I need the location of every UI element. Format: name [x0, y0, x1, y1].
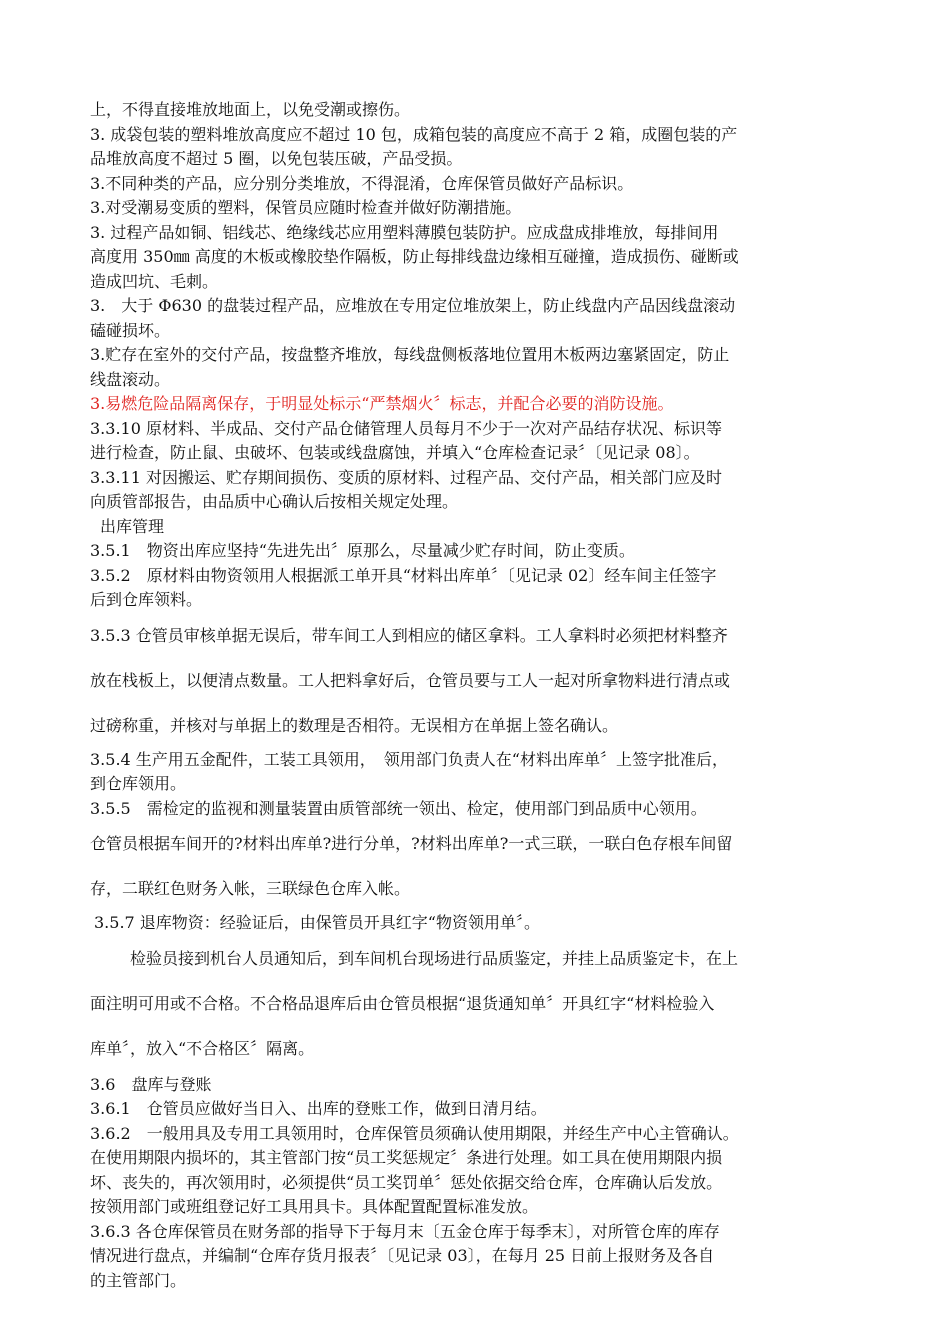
text-line: 3.5.3 仓管员审核单据无误后，带车间工人到相应的储区拿料。工人拿料时必须把材料整齐 [90, 625, 728, 645]
text-line: 的主管部门。 [90, 1270, 187, 1290]
text-line: 3.5.2 原材料由物资领用人根据派工单开具“材料出库单〞〔见记录 02〕经车间主任签字 [90, 565, 717, 585]
text-line: 3.对受潮易变质的塑料，保管员应随时检查并做好防潮措施。 [90, 198, 522, 217]
text-line: 3.3.10 原材料、半成品、交付产品仓储管理人员每月不少于一次对产品结存状况、标识等 [90, 418, 722, 438]
document-body [90, 98, 880, 1293]
highlighted-text-line: 3.易燃危险品隔离保存，于明显处标示“严禁烟火〞标志，并配合必要的消防设施。 [90, 394, 674, 413]
section-heading: 出库管理 [100, 516, 165, 536]
text-line: 面注明可用或不合格。不合格品退库后由仓管员根据“退货通知单〞开具红字“材料检验入 [90, 993, 715, 1013]
text-line: 过磅称重，并核对与单据上的数理是否相符。无误相方在单据上签名确认。 [90, 715, 619, 735]
text-line: 进行检查，防止鼠、虫破坏、包装或线盘腐蚀，并填入“仓库检查记录〞〔见记录 08〕。 [90, 443, 700, 462]
text-line: 检验员接到机台人员通知后，到车间机台现场进行品质鉴定，并挂上品质鉴定卡，在上 [130, 948, 739, 968]
text-line: 高度用 350㎜ 高度的木板或橡胶垫作隔板，防止每排线盘边缘相互碰撞，造成损伤、碰断或 [90, 247, 739, 266]
text-line: 后到仓库领料。 [90, 590, 203, 609]
text-line: 3.6.3 各仓库保管员在财务部的指导下于每月末〔五金仓库于每季末〕，对所管仓库的库存 [90, 1221, 720, 1241]
text-line: 坏、丧失的，再次领用时，必须提供“员工奖罚单〞惩处依据交给仓库，仓库确认后发放。 [90, 1172, 723, 1192]
text-line: 在使用期限内损坏的，其主管部门按“员工奖惩规定〞条进行处理。如工具在使用期限内损 [90, 1148, 723, 1167]
text-line: 按领用部门或班组登记好工具用具卡。具体配置配置标准发放。 [90, 1197, 539, 1216]
text-line: 放在栈板上，以便清点数量。工人把料拿好后，仓管员要与工人一起对所拿物料进行清点或 [90, 670, 731, 690]
text-line: 3.5.5 需检定的监视和测量装置由质管部统一领出、检定，使用部门到品质中心领用。 [90, 798, 707, 818]
text-line: 3.5.7 退库物资：经验证后，由保管员开具红字“物资领用单〞。 [94, 913, 540, 932]
text-line: 向质管部报告，由品质中心确认后按相关规定处理。 [90, 492, 459, 511]
text-line: 品堆放高度不超过 5 圈，以免包装压破，产品受损。 [90, 149, 463, 168]
text-line: 3.贮存在室外的交付产品，按盘整齐堆放，每线盘侧板落地位置用木板两边塞紧固定，防止 [90, 345, 730, 364]
text-line: 磕碰损坏。 [90, 320, 171, 340]
text-line: 3.不同种类的产品，应分别分类堆放，不得混淆，仓库保管员做好产品标识。 [90, 173, 634, 193]
text-line: 情况进行盘点，并编制“仓库存货月报表〞〔见记录 03〕，在每月 25 日前上报财务及各自 [90, 1246, 715, 1265]
text-line: 上，不得直接堆放地面上，以免受潮或擦伤。 [90, 100, 411, 119]
text-line: 3. 成袋包装的塑料堆放高度应不超过 10 包，成箱包装的高度应不高于 2 箱，成圈包装的产 [90, 124, 738, 144]
text-line: 造成凹坑、毛刺。 [90, 271, 219, 291]
text-line: 3. 过程产品如铜、铝线芯、绝缘线芯应用塑料薄膜包装防护。应成盘成排堆放，每排间用 [90, 222, 719, 242]
text-line: 仓管员根据车间开的?材料出库单?进行分单，?材料出库单?一式三联，一联白色存根车间留 [90, 834, 733, 853]
text-line: 3.5.4 生产用五金配件，工装工具领用， 领用部门负责人在“材料出库单〞上签字批准后， [90, 749, 728, 769]
text-line: 线盘滚动。 [90, 369, 171, 389]
text-line: 3.5.1 物资出库应坚持“先进先出〞原那么，尽量减少贮存时间，防止变质。 [90, 541, 635, 560]
text-line: 库单〞，放入“不合格区〞隔离。 [90, 1038, 315, 1058]
section-heading: 3.6 盘库与登账 [90, 1074, 212, 1094]
text-line: 存，二联红色财务入帐，三联绿色仓库入帐。 [90, 879, 411, 898]
text-line: 到仓库领用。 [90, 774, 187, 793]
text-line: 3.6.2 一般用具及专用工具领用时，仓库保管员须确认使用期限，并经生产中心主管确认。 [90, 1123, 739, 1143]
text-line: 3. 大于 Φ630 的盘装过程产品，应堆放在专用定位堆放架上，防止线盘内产品因线盘滚动 [90, 296, 736, 315]
text-line: 3.3.11 对因搬运、贮存期间损伤、变质的原材料、过程产品、交付产品，相关部门应及时 [90, 467, 722, 487]
text-line: 3.6.1 仓管员应做好当日入、出库的登账工作，做到日清月结。 [90, 1099, 547, 1118]
